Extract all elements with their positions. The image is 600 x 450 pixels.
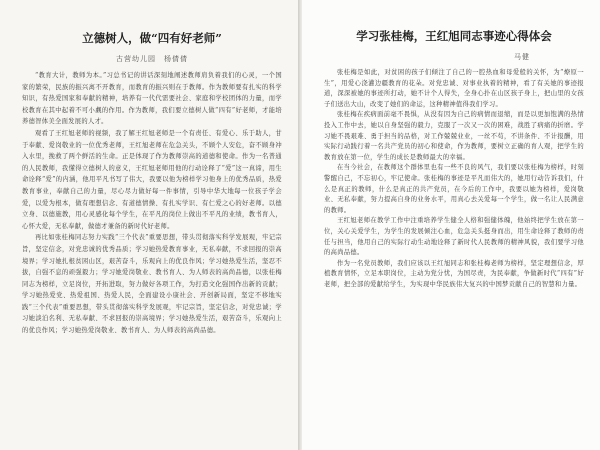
left-page-title: 立德树人，做“四有好老师” (82, 31, 222, 45)
left-paragraph-2: 观看了王红旭老师的视频，我了解王红旭老师是一个有责任、有爱心、乐于助人，甘于奉献、爱岗敬业的一位优秀老师，王红旭老师在危急关头，不顾个人安危，奋不顾身冲入水里，挽救了两个鲜活的生命。正是体现了作为教师崇高的道德和使命。作为一名普通的人民教师，我懂得立德树人的意义，王红旭老师用他的行动诠释了“爱”这一真谛，用生命诠释“爱”的内涵，他用平凡书写了伟大，我要以他为榜样学习他身上的优秀品质，热爱教育事业，奉献自己的力量，尽心尽力做好每一件事情，引导中华大地每一位孩子学会爱，以爱为根本，做有理想信念、有道德情操、有扎实学识、有仁爱之心的好老师。以德立身、以德施教，用心灵感化每个学生，在平凡的岗位上做出不平凡的业绩，教书育人，心怀大爱，无私奉献，做德才兼备的新时代好老师。 (22, 129, 282, 230)
left-paragraph-1: “教育大计，教师为本。”习总书记的讲话深刻地阐述教师肩负着我们的心灵，一个国家的繁荣，民族的振兴离不开教育，而教育的振兴则在于教师。作为教师要有扎实的科学知识，有热爱国家和奉献的精神，培养有一代代需要社会、家庭和学校团体的力量，而学校教育在其中起着不可小觑的作用。作为教师，我们要立德树人做“四有”好老师，才能培养德智体美全面发展的人才。 (22, 72, 282, 126)
right-paragraph-3: 在当今社会，在教师这个群体里也有一些不良的风气，我们要以张桂梅为榜样，时刻警醒自己，不忘初心，牢记使命。张桂梅的事迹是平凡而伟大的，她用行动告诉我们，什么是真正的教师，什么是真正的共产党员，在今后的工作中，我要以她为榜样，爱岗敬业、无私奉献，努力提高自身的业务水平，用真心去关爱每一个学生，做一名让人民满意的教师。 (324, 164, 584, 214)
left-paragraph-3: 再比如张桂梅同志努力实践“三个代表”重要思想，带头贯彻落实科学发展观，牢记宗旨，坚定信念，对党忠诚的优秀品质；学习她热爱教育事业，无私奉献，不求回报的崇高境界；学习她扎根贫困山区，艰苦奋斗，乐观向上的优良作风；学习她热爱生活，坚忍不拔，自强不息的顽强毅力；学习她爱岗敬业、教书育人、为人师表的高尚品德，以张桂梅同志为榜样，立足岗位，开拓进取，努力做好各项工作，为打造文化强国作出新的贡献；学习她热爱党、热爱祖国、热爱人民，全面建设小康社会、开创新局面，坚定不移地实践“三个代表”重要思想，带头贯彻落实科学发展观，牢记宗旨，坚定信念，对党忠诚；学习她淡泊名利、无私奉献、不求回报的崇高境界；学习她热爱生活，艰苦奋斗，乐观向上的优良作风；学习她热爱岗敬业、教书育人、为人师表的高尚品德。 (22, 234, 282, 335)
right-page-byline: 马健 (514, 53, 530, 61)
left-page-byline: 古营幼儿园 杨倩倩 (116, 55, 188, 63)
right-page (302, 0, 600, 450)
right-page-title: 学习张桂梅，王红旭同志事迹心得体会 (356, 29, 552, 43)
right-paragraph-4: 王红旭老师在教学工作中注重培养学生健全人格和强健体魄，他始终把学生放在第一位，关心关爱学生，为学生的发展倾注心血，危急关头挺身而出，用生命诠释了教师的责任与担当，他用自己的实际行动生动地诠释了新时代人民教师的精神风貌，我们要学习他的高尚品德。 (324, 217, 584, 257)
right-paragraph-2: 张桂梅在疾病面前毫不畏惧，从没有因为自己的病情而退缩，而是以更加饱满的热情投入工作中去，她以自身坚强的毅力，克服了一次又一次的困难，战胜了病痛的折磨。学习她不畏艰难、勇于担当的品格，对工作兢兢业业，一丝不苟，不讲条件、不计报酬，用实际行动践行着一名共产党员的初心和使命，作为教师，要树立正确的育人观，把学生的教育放在第一位，学生的成长是教师最大的幸福。 (324, 111, 584, 161)
right-paragraph-1: 张桂梅是如此，对贫困的孩子们倾注了自己的一腔热血和母爱般的关怀，为“燎原一生”，用爱心浇灌边疆教育的花朵。对党忠诚、对事业执着的精神，看了有关她的事迹报道，深深被她的事迹所打动，她不计个人得失，全身心扑在山区孩子身上，把山里的女孩子们送出大山，改变了她们的命运，这种精神值得我们学习。 (324, 69, 584, 108)
right-paragraph-5: 作为一名党员教师，我们应该以王红旭同志和张桂梅老师为榜样，坚定理想信念，厚植教育情怀，立足本职岗位，主动为党分忧，为国尽责，为民奉献，争做新时代“四有”好老师，把全部的爱献给学生，为实现中华民族伟大复兴的中国梦贡献自己的智慧和力量。 (324, 259, 584, 288)
